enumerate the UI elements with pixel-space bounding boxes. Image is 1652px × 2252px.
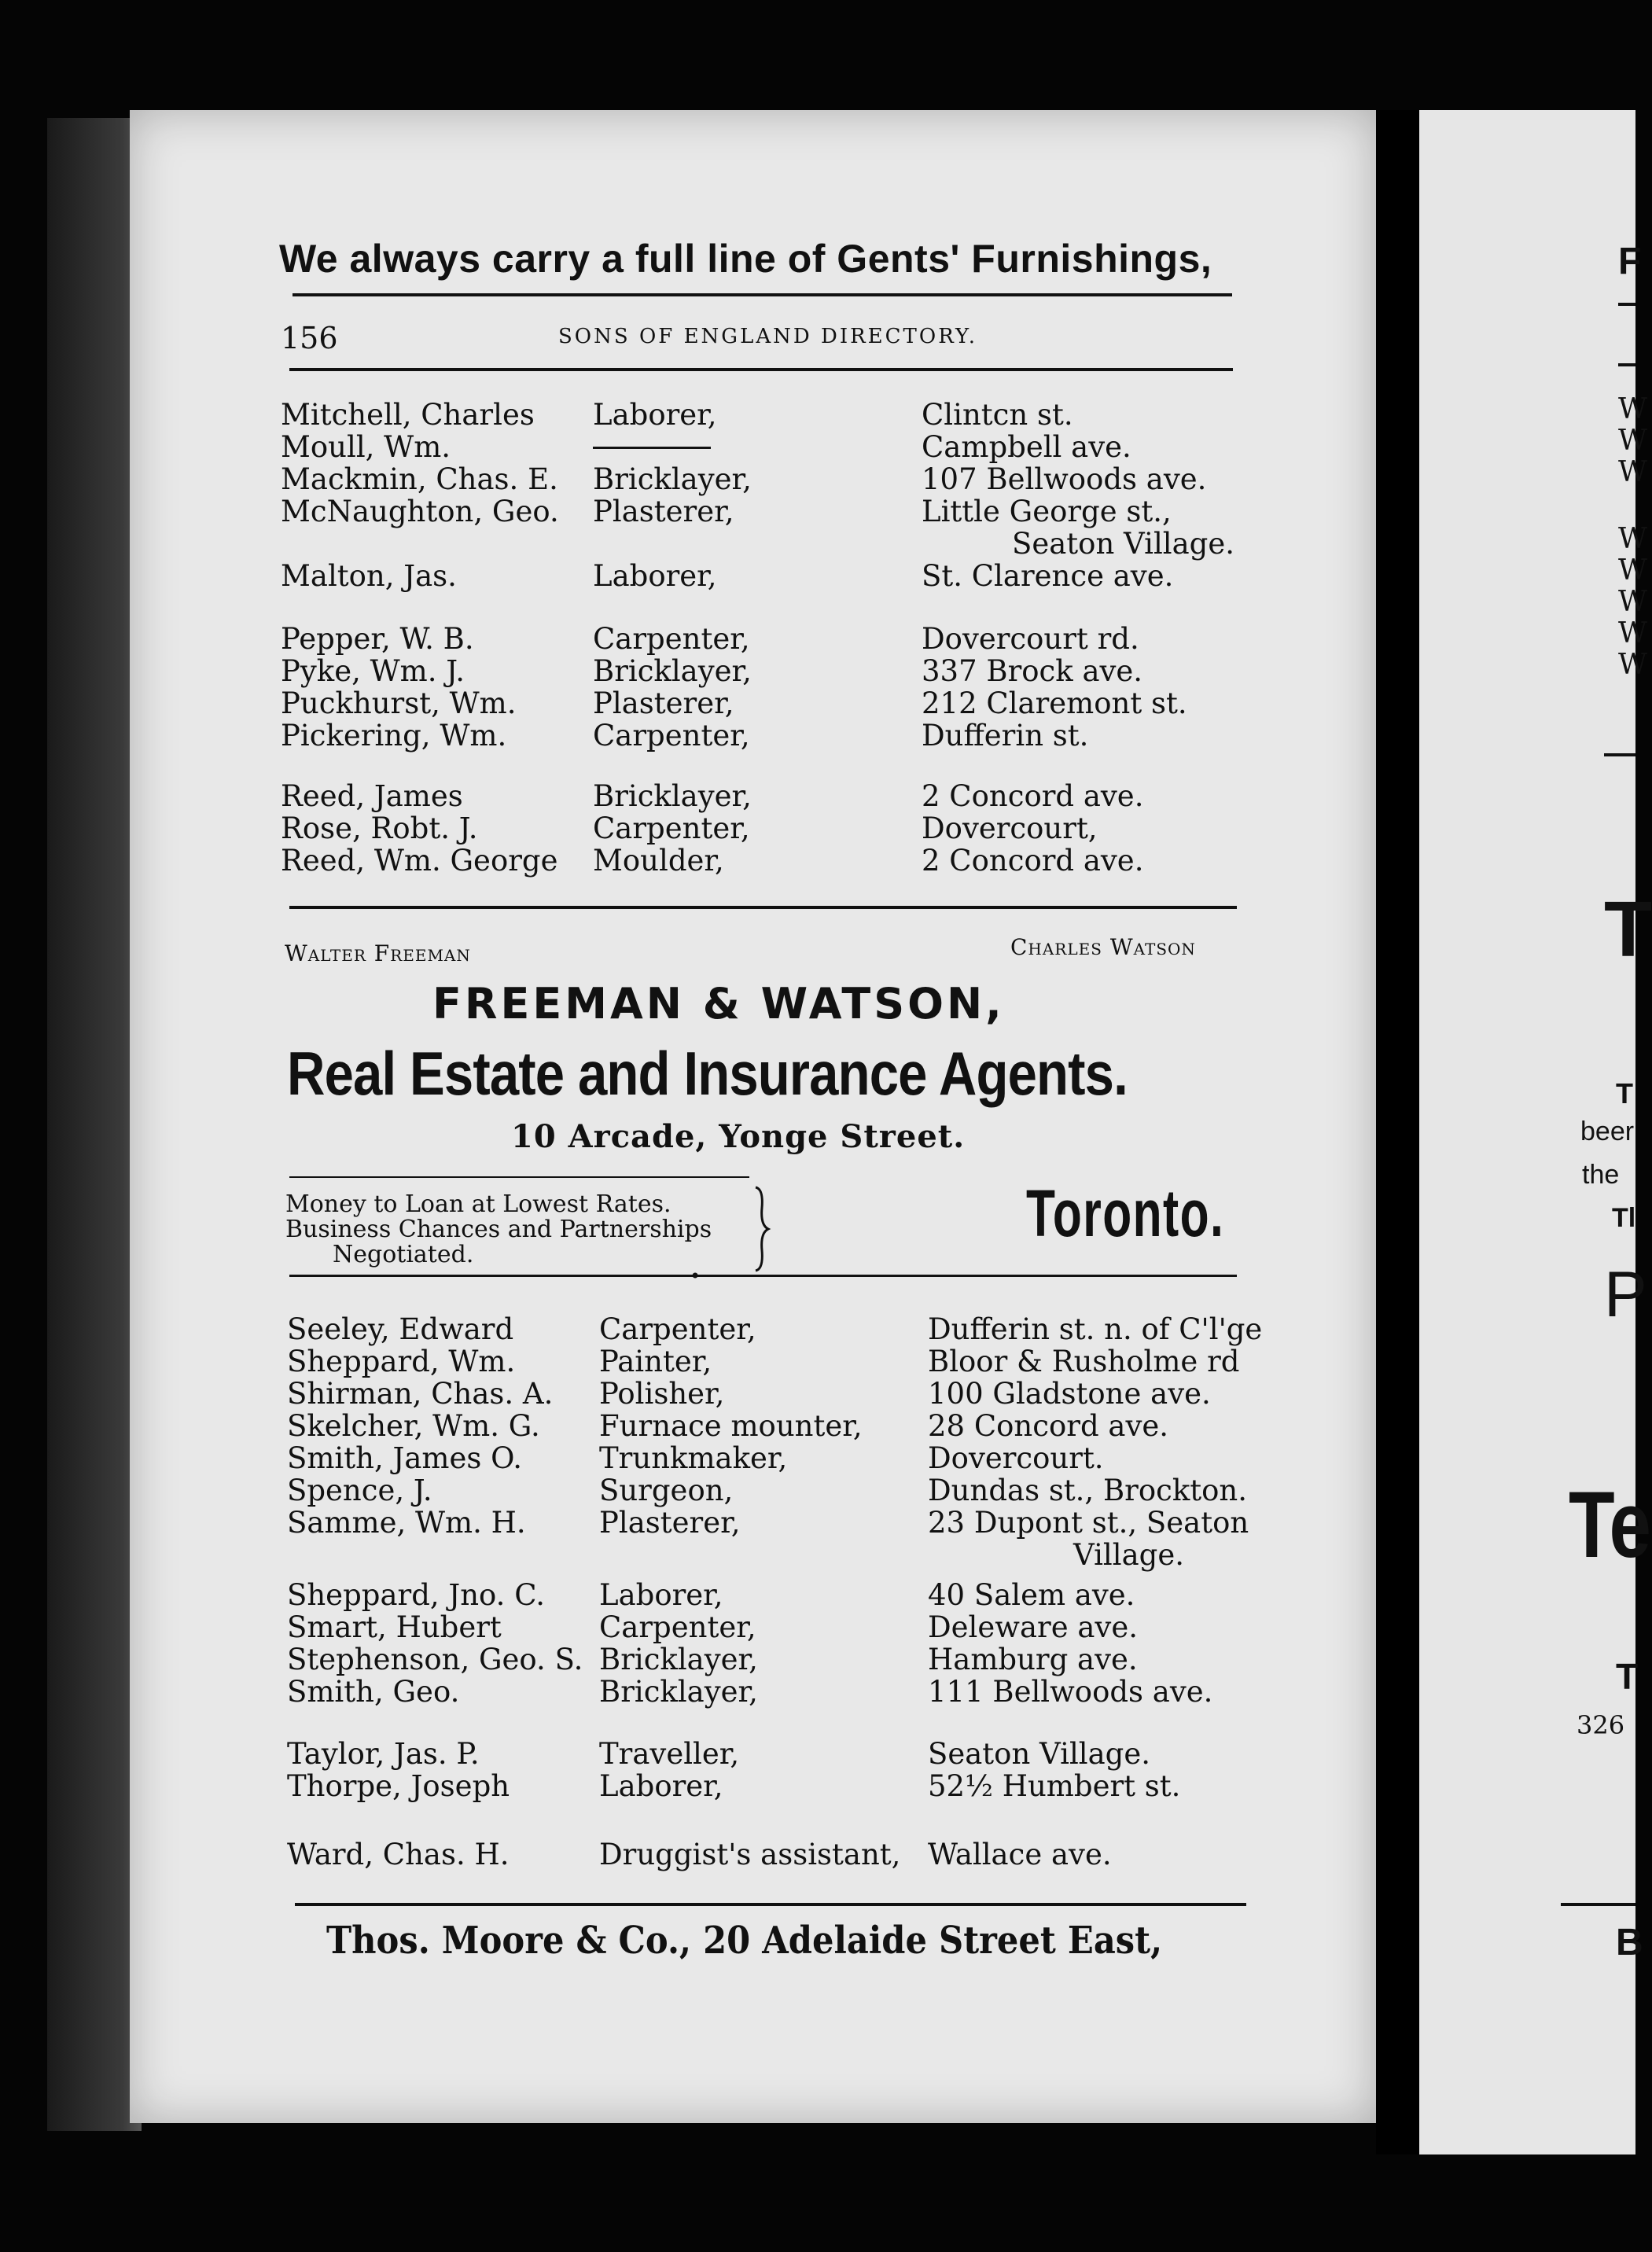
footer-advert: Thos. Moore & Co., 20 Adelaide Street East, <box>326 1919 1163 1963</box>
entry-occupation: Laborer, <box>599 1769 723 1803</box>
directory-entry <box>281 495 1232 528</box>
directory-entry <box>281 719 1232 753</box>
header-rule-bottom <box>289 368 1233 371</box>
entry-occupation: Bricklayer, <box>593 462 752 496</box>
entry-occupation: Plasterer, <box>593 495 734 528</box>
ornament-icon: • <box>690 1265 701 1287</box>
header-rule-top <box>293 293 1232 296</box>
entry-occupation: Laborer, <box>599 1578 723 1612</box>
money-line-3: Negotiated. <box>333 1241 474 1268</box>
entry-address: Hamburg ave. <box>928 1643 1138 1676</box>
partner-left: Walter Freeman <box>285 940 471 966</box>
entry-name: Moull, Wm. <box>281 430 451 464</box>
rp-the: the <box>1582 1160 1620 1190</box>
footer-rule <box>295 1903 1246 1906</box>
entry-occupation: Furnace mounter, <box>599 1409 863 1443</box>
book-spine <box>47 118 142 2131</box>
rp-w-letter: W <box>1618 586 1648 618</box>
entry-name: Rose, Robt. J. <box>281 811 478 845</box>
entry-name: Sheppard, Jno. C. <box>287 1578 545 1612</box>
entry-address: Dovercourt. <box>928 1441 1104 1475</box>
running-head: SONS OF ENGLAND DIRECTORY. <box>558 325 978 348</box>
entry-occupation: Trunkmaker, <box>599 1441 788 1475</box>
entry-address: 2 Concord ave. <box>922 779 1144 813</box>
entry-name: Spence, J. <box>287 1474 432 1507</box>
directory-entry <box>287 1442 1238 1475</box>
entry-name: Mitchell, Charles <box>281 398 535 432</box>
rp-t3: T <box>1616 1656 1639 1697</box>
entry-address: St. Clarence ave. <box>922 559 1174 593</box>
entry-address: 23 Dupont st., Seaton <box>928 1506 1249 1540</box>
directory-entry <box>281 687 1232 720</box>
rp-top: F <box>1618 241 1642 282</box>
directory-entry <box>281 780 1232 813</box>
entry-occupation: Moulder, <box>593 844 724 878</box>
entry-name: Pickering, Wm. <box>281 719 507 753</box>
entry-occupation: Laborer, <box>593 559 717 593</box>
entry-address: Bloor & Rusholme rd <box>928 1345 1240 1378</box>
entry-name: Sheppard, Wm. <box>287 1345 516 1378</box>
entry-name: Smart, Hubert <box>287 1610 502 1644</box>
entry-occupation: Carpenter, <box>599 1610 756 1644</box>
entry-name: Shirman, Chas. A. <box>287 1377 554 1411</box>
rp-big-p: P <box>1604 1259 1647 1330</box>
entry-occupation: Bricklayer, <box>599 1675 758 1709</box>
rp-rule-3 <box>1604 753 1635 756</box>
entry-name: Mackmin, Chas. E. <box>281 462 558 496</box>
entry-address: Dufferin st. n. of C'l'ge <box>928 1312 1263 1346</box>
firm-business: Real Estate and Insurance Agents. <box>287 1039 1128 1108</box>
entry-address: 40 Salem ave. <box>928 1578 1135 1612</box>
brace-icon <box>751 1186 774 1272</box>
entry-occupation: Carpenter, <box>593 811 750 845</box>
entry-occupation: Laborer, <box>593 398 717 432</box>
entry-occupation: Bricklayer, <box>593 654 752 688</box>
entry-name: Reed, Wm. George <box>281 844 558 878</box>
entry-occupation: Surgeon, <box>599 1474 734 1507</box>
entry-address-continued: Village. <box>1073 1538 1184 1572</box>
entry-address: 212 Claremont st. <box>922 686 1187 720</box>
partner-right: Charles Watson <box>1010 934 1196 960</box>
rp-w-letter: W <box>1618 456 1648 488</box>
directory-entry <box>287 1312 1263 1346</box>
entry-name: Smith, Geo. <box>287 1675 460 1709</box>
rp-w-letter: W <box>1618 523 1648 555</box>
directory-entry <box>287 1506 1249 1540</box>
rp-326: 326 <box>1577 1710 1625 1740</box>
firm-address: 10 Arcade, Yonge Street. <box>511 1118 966 1155</box>
entry-name: Samme, Wm. H. <box>287 1506 526 1540</box>
advert-rule-top <box>289 906 1237 909</box>
entry-occupation: Bricklayer, <box>599 1643 758 1676</box>
entry-name: Taylor, Jas. P. <box>287 1737 480 1771</box>
entry-name: Smith, James O. <box>287 1441 523 1475</box>
rp-w-letter: W <box>1618 554 1648 587</box>
entry-address: Seaton Village. <box>928 1737 1151 1771</box>
entry-address-continued: Seaton Village. <box>1012 527 1235 561</box>
directory-entry <box>287 1611 1238 1644</box>
header-tagline: We always carry a full line of Gents' Furnishings, <box>279 237 1212 281</box>
entry-occupation: Druggist's assistant, <box>599 1838 901 1871</box>
directory-entry <box>281 623 1232 656</box>
rp-w-letter: W <box>1618 617 1648 649</box>
entry-occupation: Plasterer, <box>593 686 734 720</box>
directory-entry <box>281 431 1232 464</box>
directory-entry <box>281 844 1232 878</box>
directory-entry <box>287 1770 1238 1803</box>
money-line-2: Business Chances and Partnerships <box>285 1216 712 1243</box>
entry-occupation: Traveller, <box>599 1737 740 1771</box>
entry-address: 100 Gladstone ave. <box>928 1377 1211 1411</box>
entry-address: Campbell ave. <box>922 430 1131 464</box>
entry-name: Stephenson, Geo. S. <box>287 1643 583 1676</box>
money-rule <box>289 1176 749 1178</box>
rp-te: Te <box>1569 1472 1651 1577</box>
entry-occupation: Painter, <box>599 1345 712 1378</box>
directory-entry <box>287 1474 1247 1507</box>
rp-w-letter: W <box>1618 393 1648 425</box>
rp-w-letter: W <box>1618 425 1648 457</box>
entry-address: Clintcn st. <box>922 398 1073 432</box>
entry-address: Dovercourt rd. <box>922 622 1139 656</box>
entry-occupation: Polisher, <box>599 1377 725 1411</box>
entry-occupation: Carpenter, <box>599 1312 756 1346</box>
advert-rule-bottom <box>289 1275 1237 1277</box>
entry-name: Reed, James <box>281 779 463 813</box>
entry-occupation-dash <box>593 447 711 449</box>
rp-rule-4 <box>1561 1903 1635 1906</box>
entry-occupation: Carpenter, <box>593 719 750 753</box>
city-name: Toronto. <box>1026 1176 1225 1250</box>
directory-entry <box>281 463 1232 496</box>
entry-address: Little George st., <box>922 495 1172 528</box>
entry-occupation: Carpenter, <box>593 622 750 656</box>
entry-address: 52½ Humbert st. <box>928 1769 1181 1803</box>
rp-bottom: B <box>1616 1922 1643 1963</box>
rp-small-t2: Tl <box>1612 1203 1636 1233</box>
entry-name: Malton, Jas. <box>281 559 457 593</box>
rp-small-t: T <box>1616 1077 1633 1109</box>
firm-name: FREEMAN & WATSON, <box>432 979 1005 1028</box>
entry-name: McNaughton, Geo. <box>281 495 559 528</box>
directory-entry <box>287 1345 1238 1378</box>
rp-w-letter: W <box>1618 649 1648 681</box>
rp-rule-1 <box>1618 303 1635 306</box>
entry-name: Ward, Chas. H. <box>287 1838 510 1871</box>
entry-address: Wallace ave. <box>928 1838 1112 1871</box>
entry-address: Dufferin st. <box>922 719 1089 753</box>
directory-entry <box>287 1579 1238 1612</box>
directory-entry <box>287 1838 1238 1871</box>
entry-address: 111 Bellwoods ave. <box>928 1675 1213 1709</box>
rp-big-t: T <box>1604 885 1652 973</box>
entry-occupation: Plasterer, <box>599 1506 741 1540</box>
rp-been: beer <box>1580 1117 1635 1146</box>
directory-entry <box>281 812 1232 845</box>
money-line-1: Money to Loan at Lowest Rates. <box>285 1190 671 1218</box>
directory-entry <box>287 1676 1238 1709</box>
directory-entry <box>281 560 1232 593</box>
entry-address: 107 Bellwoods ave. <box>922 462 1207 496</box>
directory-entry <box>287 1643 1238 1676</box>
entry-name: Seeley, Edward <box>287 1312 514 1346</box>
entry-name: Thorpe, Joseph <box>287 1769 510 1803</box>
entry-occupation: Bricklayer, <box>593 779 752 813</box>
directory-entry <box>281 399 1232 432</box>
entry-address: 2 Concord ave. <box>922 844 1144 878</box>
directory-entry <box>287 1738 1238 1771</box>
entry-address: Deleware ave. <box>928 1610 1138 1644</box>
entry-name: Pepper, W. B. <box>281 622 474 656</box>
page-gutter <box>1376 110 1419 2154</box>
directory-entry <box>287 1410 1238 1443</box>
entry-name: Pyke, Wm. J. <box>281 654 465 688</box>
entry-address: 337 Brock ave. <box>922 654 1143 688</box>
entry-address: 28 Concord ave. <box>928 1409 1169 1443</box>
entry-name: Puckhurst, Wm. <box>281 686 517 720</box>
directory-entry <box>287 1378 1238 1411</box>
entry-name: Skelcher, Wm. G. <box>287 1409 540 1443</box>
directory-entry <box>281 655 1232 688</box>
rp-rule-2 <box>1618 363 1635 366</box>
entry-address: Dundas st., Brockton. <box>928 1474 1247 1507</box>
entry-address: Dovercourt, <box>922 811 1098 845</box>
page-number: 156 <box>281 321 338 355</box>
